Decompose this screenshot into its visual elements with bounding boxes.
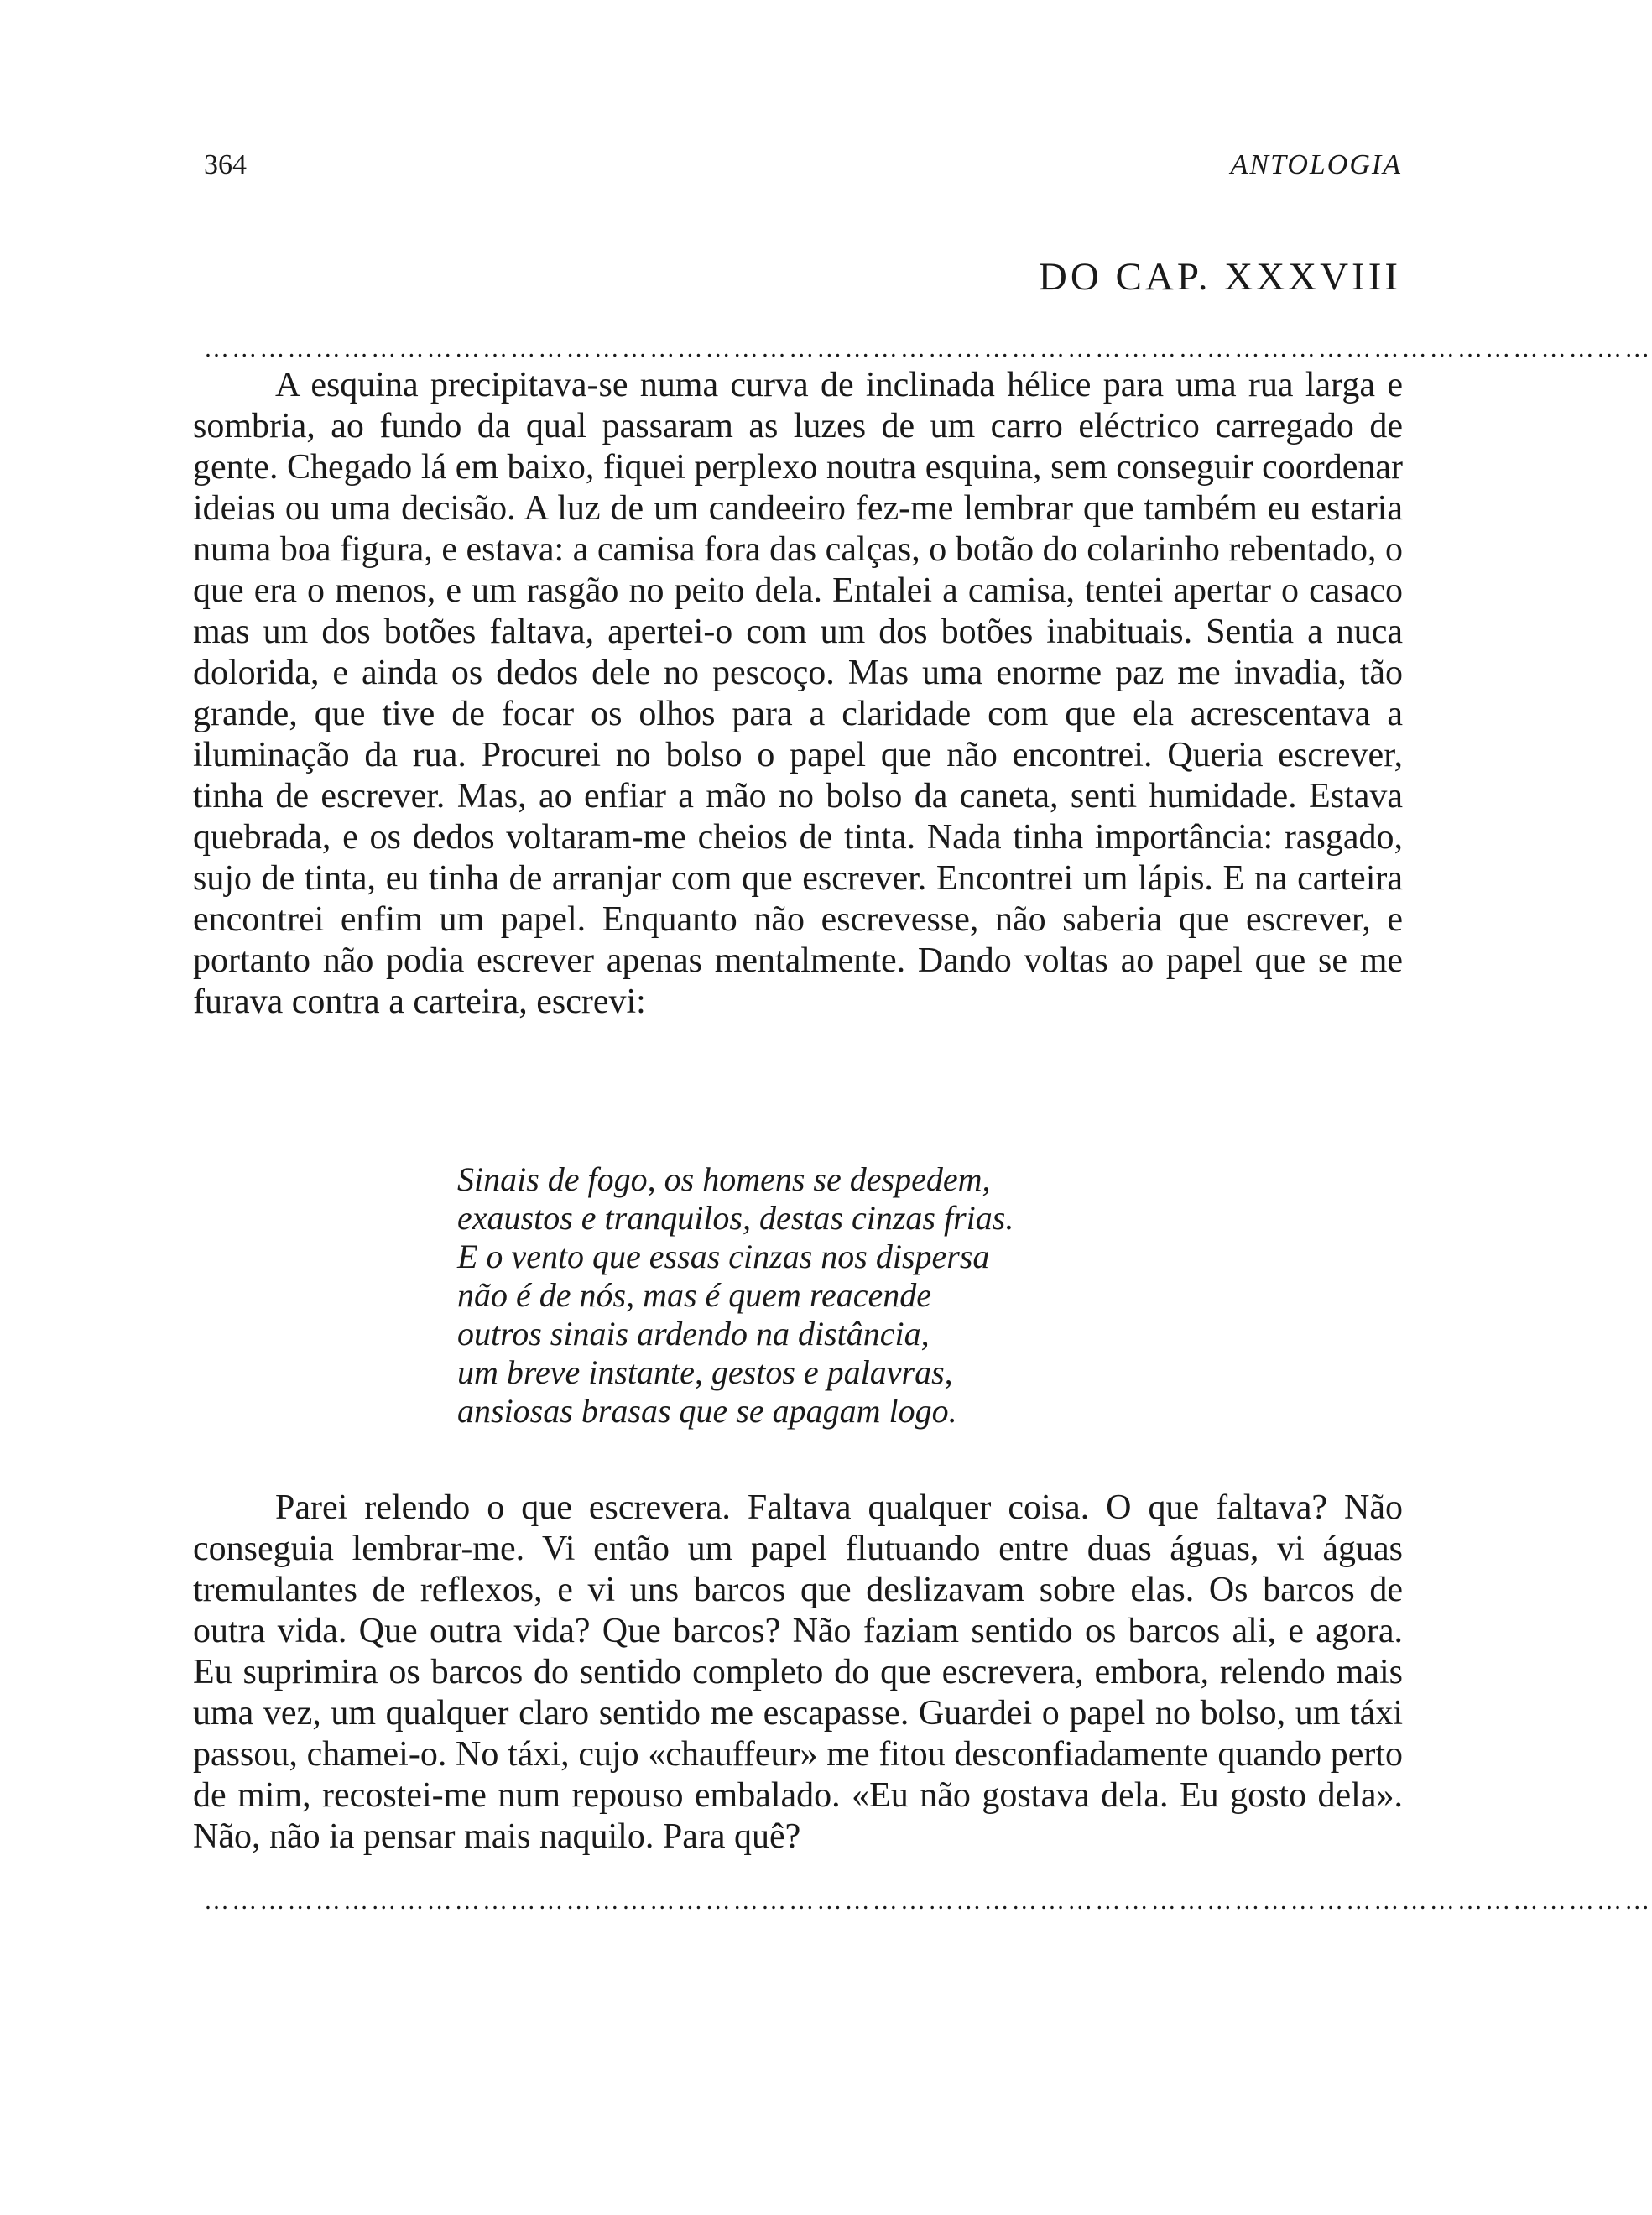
omission-dots-bottom: ………………………………………………………………………………………………………………………………………… [204, 1887, 1652, 1915]
page-number: 364 [204, 149, 247, 180]
poem-line: Sinais de fogo, os homens se despedem, [457, 1160, 991, 1198]
poem-line: não é de nós, mas é quem reacende [457, 1276, 932, 1314]
running-head [204, 144, 1402, 186]
body-paragraph-1: A esquina precipitava-se numa curva de inclinada hélice para uma rua larga e sombria, ao fundo da qual passaram as luzes de um carro eléctrico carregado de gente. Chegado lá em baixo, fiquei perplexo noutra esquina, sem conseguir coordenar ideias ou uma decisão. A luz de um candeeiro fez-me lembrar que também eu estaria numa boa figura, e estava: a camisa fora das calças, o botão do colarinho rebentado, o que era o menos, e um rasgão no peito dela. Entalei a camisa, tentei apertar o casaco mas um dos botões faltava, apertei-o com um dos botões inabituais. Sentia a nuca dolorida, e ainda os dedos dele no pescoço. Mas uma enorme paz me invadia, tão grande, que tive de focar os olhos para a claridade com que ela acrescentava a iluminação da rua. Procurei no bolso o papel que não encontrei. Queria escrever, tinha de escrever. Mas, ao enfiar a mão no bolso da caneta, senti humidade. Estava quebrada, e os dedos voltaram-me cheios de tinta. Nada tinha importância: rasgado, sujo de tinta, eu tinha de arranjar com que escrever. Encontrei um lápis. E na carteira encontrei enfim um papel. Enquanto não escrevesse, não saberia que escrever, e portanto não podia escrever apenas mentalmente. Dando voltas ao papel que se me furava contra a carteira, escrevi: [193, 366, 1403, 1021]
poem-line: ansiosas brasas que se apagam logo. [457, 1392, 957, 1430]
poem-line: um breve instante, gestos e palavras, [457, 1353, 953, 1391]
poem-line: exaustos e tranquilos, destas cinzas frias. [457, 1199, 1014, 1237]
omission-dots-top: ………………………………………………………………………………………………………………………………………… [204, 335, 1652, 362]
poem-line: outros sinais ardendo na distância, [457, 1315, 930, 1352]
poem-block [457, 1160, 1014, 1431]
body-paragraph-2: Parei relendo o que escrevera. Faltava qualquer coisa. O que faltava? Não conseguia lembrar-me. Vi então um papel flutuando entre duas águas, vi águas tremulantes de reflexos, e vi uns barcos que deslizavam sobre elas. Os barcos de outra vida. Que outra vida? Que barcos? Não faziam sentido os barcos ali, e agora. Eu suprimira os barcos do sentido completo do que escrevera, embora, relendo mais uma vez, um qualquer claro sentido me escapasse. Guardei o papel no bolso, um táxi passou, chamei-o. No táxi, cujo «chauffeur» me fitou desconfiadamente quando perto de mim, recostei-me num repouso embalado. «Eu não gostava dela. Eu gosto dela». Não, não ia pensar mais naquilo. Para quê? [193, 1488, 1403, 1856]
chapter-heading: DO CAP. XXXVIII [1038, 255, 1401, 299]
running-title: ANTOLOGIA [1230, 149, 1402, 180]
poem-line: E o vento que essas cinzas nos dispersa [457, 1238, 990, 1275]
